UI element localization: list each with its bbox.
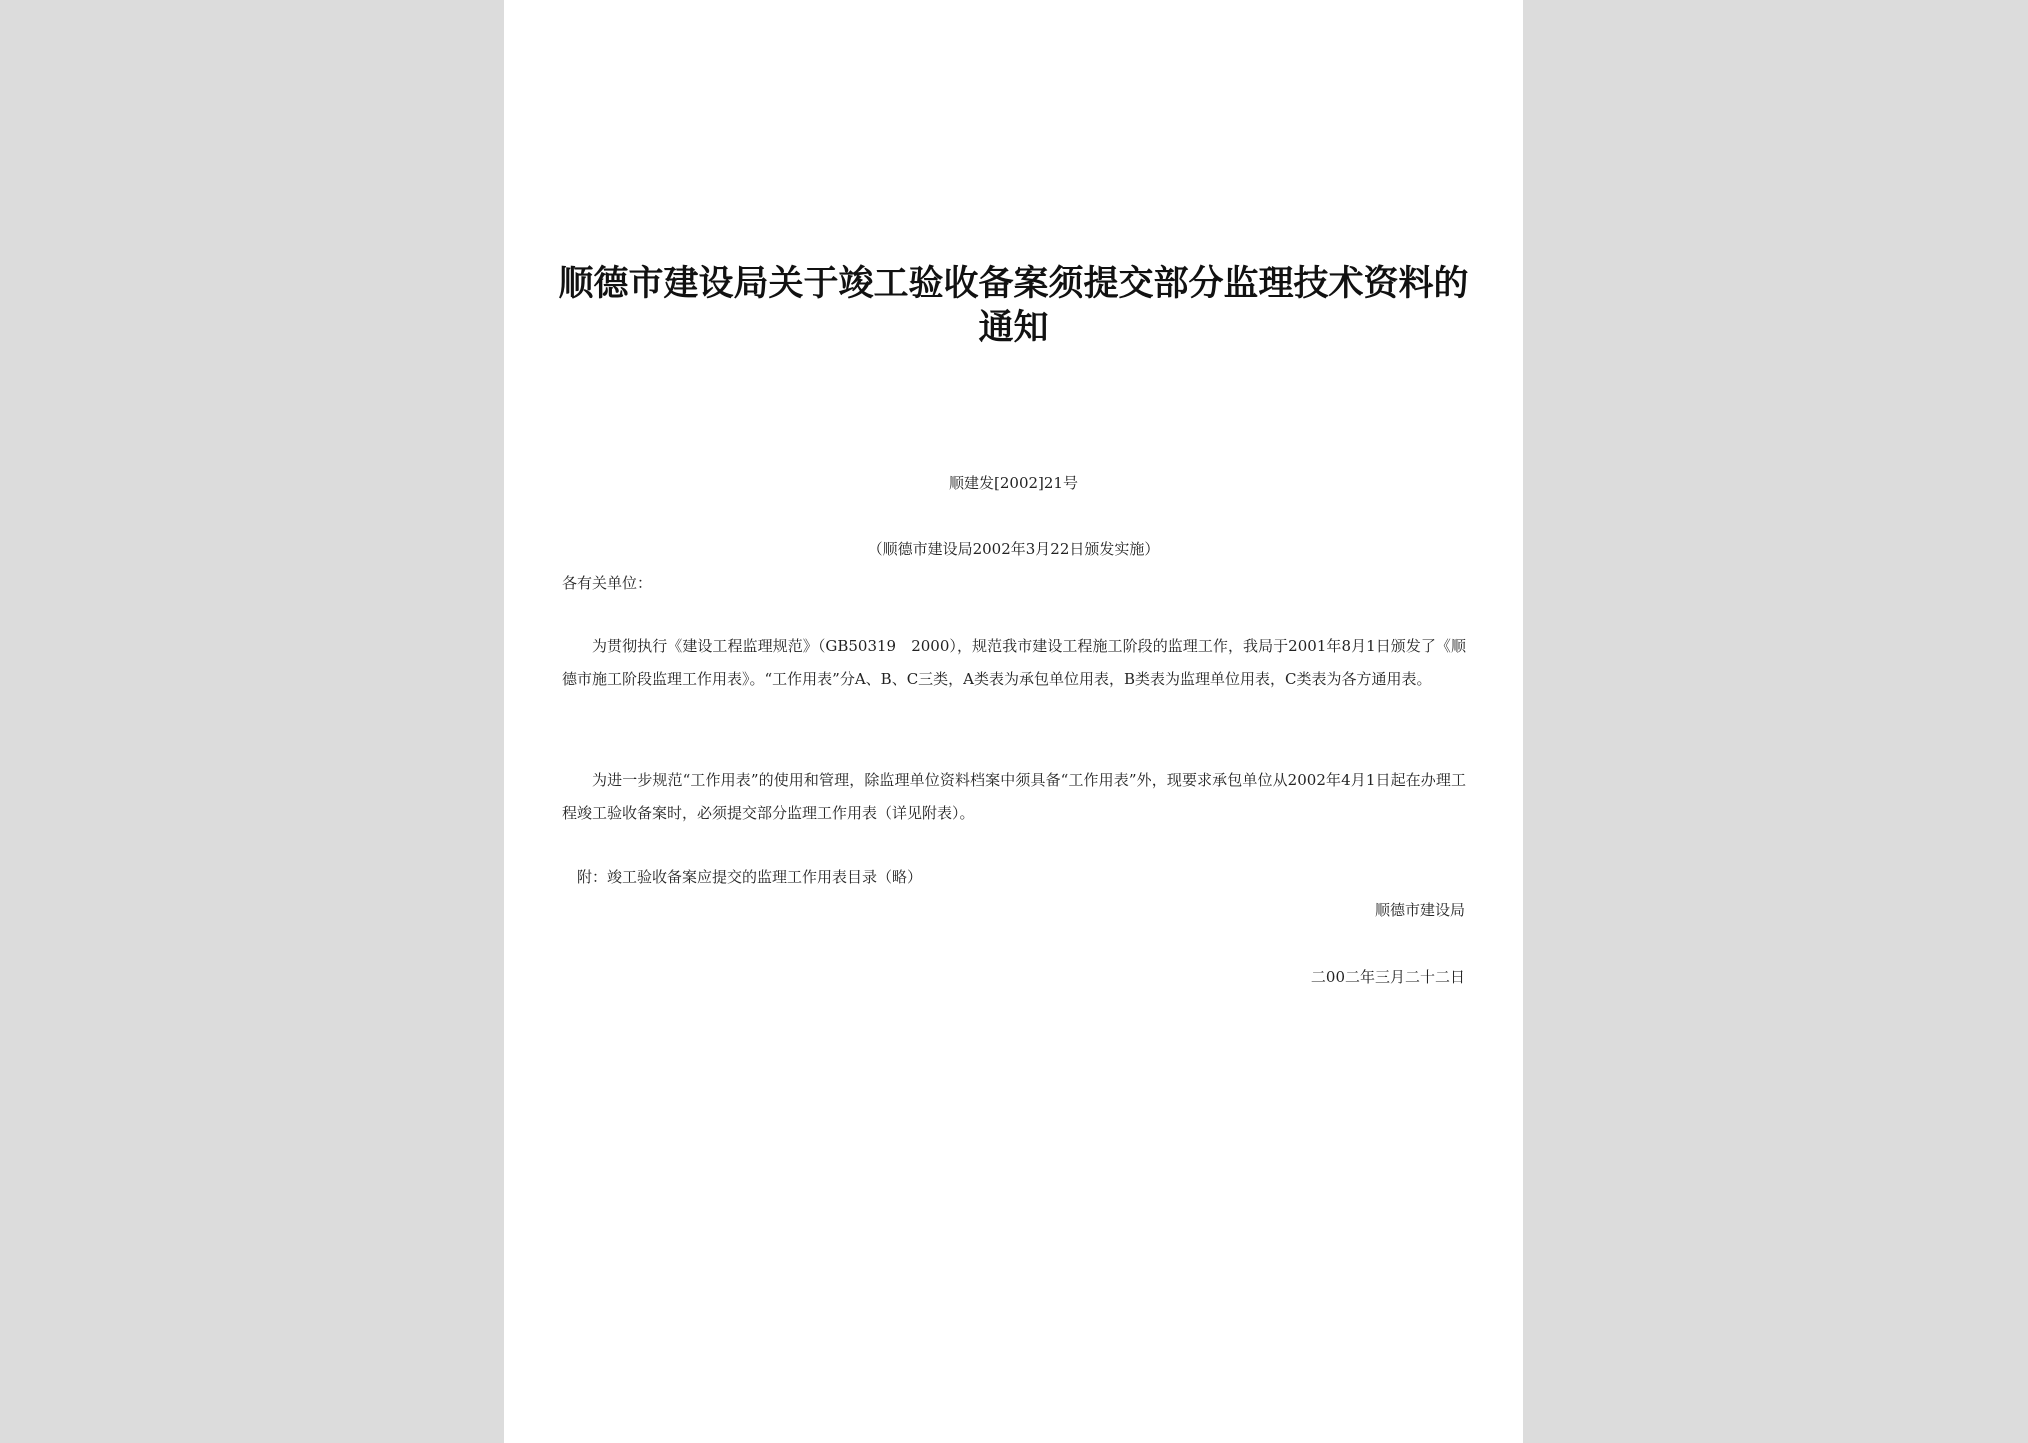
salutation: 各有关单位： bbox=[562, 574, 653, 592]
signer: 顺德市建设局 bbox=[1374, 901, 1465, 919]
body-paragraph-1: 为贯彻执行《建设工程监理规范》（GB50319 2000），规范我市建设工程施工阶段的监理工作，我局于2001年8月1日颁发了《顺德市施工阶段监理工作用表》。“工作用表”分A、B、C三类，A类表为承包单位用表，B类表为监理单位用表，C类表为各方通用表。 bbox=[562, 637, 1466, 688]
body-paragraph-2: 为进一步规范“工作用表”的使用和管理，除监理单位资料档案中须具备“工作用表”外，现要求承包单位从2002年4月1日起在办理工程竣工验收备案时，必须提交部分监理工作用表（详见附表）。 bbox=[562, 771, 1466, 822]
issue-note: （顺德市建设局2002年3月22日颁发实施） bbox=[867, 540, 1160, 558]
document-page bbox=[504, 0, 1523, 1443]
document-date: 二00二年三月二十二日 bbox=[1310, 968, 1465, 986]
attachment-note: 附：竣工验收备案应提交的监理工作用表目录（略） bbox=[577, 868, 923, 886]
document-title: 顺德市建设局关于竣工验收备案须提交部分监理技术资料的通知 bbox=[558, 263, 1469, 348]
document-number: 顺建发[2002]21号 bbox=[949, 474, 1078, 492]
